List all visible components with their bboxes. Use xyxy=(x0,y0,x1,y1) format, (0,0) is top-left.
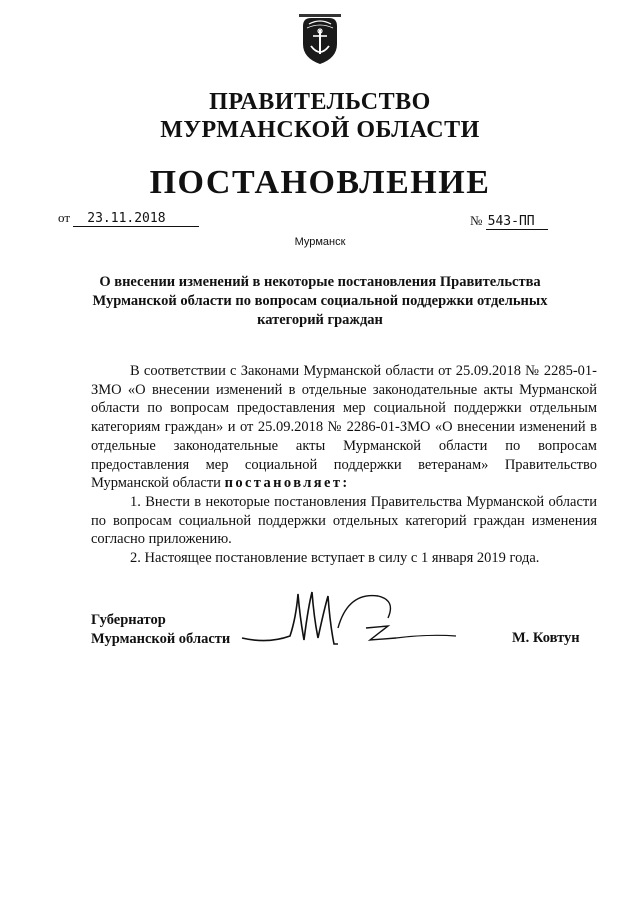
government-title-line1: ПРАВИТЕЛЬСТВО xyxy=(209,89,431,115)
number-value: 543-ПП xyxy=(486,214,548,230)
item-2: 2. Настоящее постановление вступает в силу с 1 января 2019 года. xyxy=(130,550,540,567)
document-title: О внесении изменений в некоторые постановления Правительства Мурманской области по вопросам социальной поддержки отдельных категорий граждан xyxy=(92,274,548,328)
date-prefix: от xyxy=(58,210,71,225)
date-field xyxy=(58,210,199,227)
item-1: 1. Внести в некоторые постановления Правительства Мурманской области по вопросам социальной поддержки отдельных категорий граждан изменения согласно приложению. xyxy=(91,493,597,548)
document-body xyxy=(91,362,597,568)
position-line1: Губернатор xyxy=(91,612,166,628)
signatory-name: М. Ковтун xyxy=(512,630,580,646)
government-title-line2: МУРМАНСКОЙ ОБЛАСТИ xyxy=(160,117,480,143)
number-field xyxy=(470,213,548,230)
handwritten-signature xyxy=(238,588,458,660)
number-prefix: № xyxy=(470,213,483,228)
document-type: ПОСТАНОВЛЕНИЕ xyxy=(149,164,491,201)
decree-word: постановляет: xyxy=(224,475,350,492)
position-line2: Мурманской области xyxy=(91,630,231,647)
intro-paragraph xyxy=(91,362,597,493)
date-value: 23.11.2018 xyxy=(73,211,199,227)
city: Мурманск xyxy=(294,236,346,248)
intro-text: В соответствии с Законами Мурманской области от 25.09.2018 № 2285-01-ЗМО «О внесении изменений в отдельные законодательные акты Мурманской области по вопросам предоставления мер социальной поддержки отдельным категориям граждан» и от 25.09.2018 № 2286-01-ЗМО «О внесении изменений в отдельные законодательные акты Мурманской области по вопросам предоставления мер социальной поддержки ветеранам» Правительство Мурманской области xyxy=(91,363,597,492)
coat-of-arms-icon xyxy=(297,14,343,66)
signatory-position xyxy=(91,611,230,648)
